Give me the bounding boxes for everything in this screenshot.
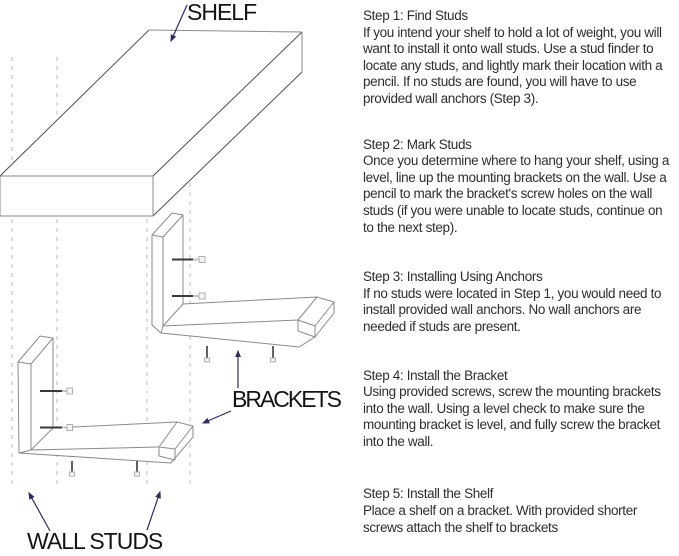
brackets-arrow-lower (203, 411, 231, 423)
wall-studs-arrow-left (29, 493, 50, 531)
lower-bracket-drawing (18, 336, 193, 476)
step-body: Using provided screws, screw the mounting brackets into the wall. Using a level check to make sure the mounting bracket is level, and fully screw the bracket into the wall. (363, 384, 661, 449)
step-3-block (363, 269, 671, 335)
upper-bracket-drawing (152, 213, 334, 362)
step-title: Step 1: Find Studs (363, 8, 468, 23)
step-body: If you intend your shelf to hold a lot of weight, you will want to install it onto wall studs. Use a stud finder to locate any studs, and lightly mark their location with a pencil. If no studs are found, you will have to use provided wall anchors (Step 3). (363, 24, 663, 106)
step-body: If no studs were located in Step 1, you would need to install provided wall anchors. No wall anchors are needed if studs are present. (363, 285, 662, 334)
step-5-block (363, 486, 671, 536)
shelf-drawing (0, 30, 302, 216)
step-title: Step 5: Install the Shelf (363, 486, 494, 502)
step-body: Place a shelf on a bracket. With provided shorter screws attach the shelf to brackets (363, 503, 637, 535)
step-body: Once you determine where to hang your shelf, using a level, line up the mounting brackets on the wall. Use a pencil to mark the bracket's screw holes on the wall studs (if you were unable to locate studs, continue on to the next step). (363, 153, 669, 235)
wall-studs-label: WALL STUDS (27, 528, 163, 554)
lower-bracket-shelf-screws (70, 461, 140, 476)
step-4-block (363, 368, 671, 451)
step-title: Step 4: Install the Bracket (363, 367, 508, 383)
upper-bracket-shelf-screws (205, 346, 276, 362)
wall-studs-arrow-right (147, 492, 160, 530)
step-title: Step 3: Installing Using Anchors (363, 269, 543, 285)
instructions-panel (363, 8, 671, 536)
step-title: Step 2: Mark Studs (363, 136, 472, 152)
step-1-block (363, 8, 671, 108)
step-2-block (363, 137, 671, 237)
brackets-label: BRACKETS (232, 386, 340, 412)
shelf-label: SHELF (187, 0, 257, 25)
